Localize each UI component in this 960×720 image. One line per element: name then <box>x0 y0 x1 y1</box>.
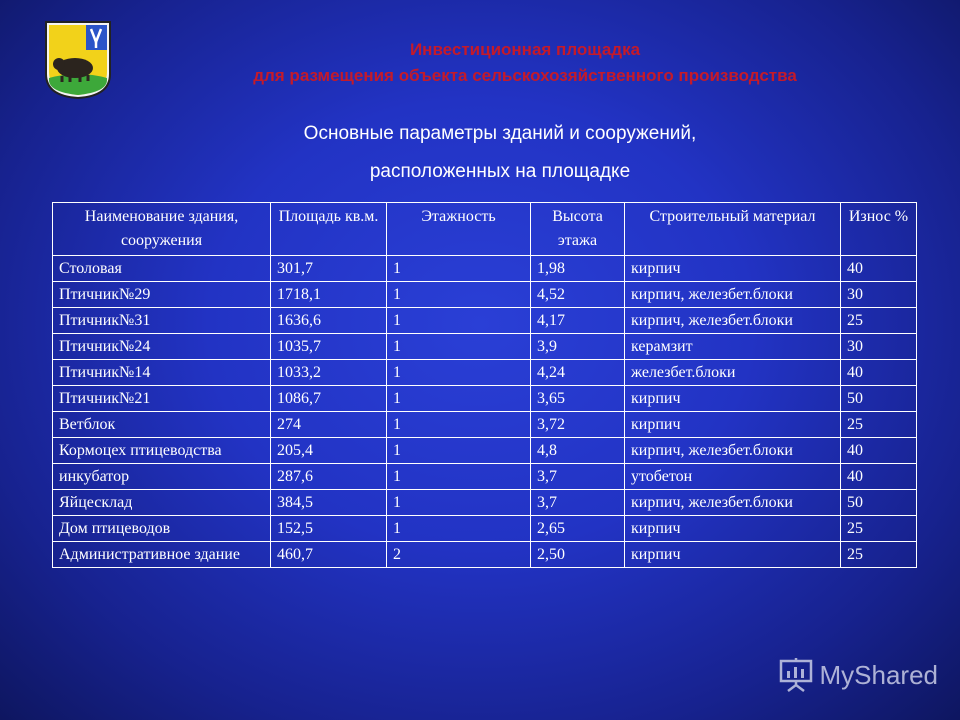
cell-material: кирпич <box>625 542 841 568</box>
cell-area: 1636,6 <box>271 308 387 334</box>
cell-wear: 50 <box>841 386 917 412</box>
cell-floors: 1 <box>387 256 531 282</box>
table-row <box>53 438 917 464</box>
cell-material: кирпич, железбет.блоки <box>625 308 841 334</box>
table-row <box>53 256 917 282</box>
cell-height: 4,8 <box>531 438 625 464</box>
cell-wear: 25 <box>841 516 917 542</box>
cell-floors: 1 <box>387 334 531 360</box>
cell-height: 4,24 <box>531 360 625 386</box>
cell-name: Птичник№24 <box>53 334 271 360</box>
table-row <box>53 516 917 542</box>
header-title-line2: для размещения объекта сельскохозяйственного производства <box>253 66 797 85</box>
table-row <box>53 464 917 490</box>
cell-material: кирпич <box>625 412 841 438</box>
cell-wear: 40 <box>841 438 917 464</box>
cell-wear: 40 <box>841 464 917 490</box>
cell-wear: 25 <box>841 308 917 334</box>
cell-name: Птичник№14 <box>53 360 271 386</box>
cell-floors: 1 <box>387 412 531 438</box>
cell-height: 2,65 <box>531 516 625 542</box>
cell-floors: 1 <box>387 386 531 412</box>
cell-material: кирпич <box>625 386 841 412</box>
cell-height: 3,72 <box>531 412 625 438</box>
cell-area: 274 <box>271 412 387 438</box>
presentation-board-icon <box>778 658 814 692</box>
cell-area: 1033,2 <box>271 360 387 386</box>
cell-floors: 1 <box>387 438 531 464</box>
cell-floors: 1 <box>387 490 531 516</box>
cell-height: 3,7 <box>531 464 625 490</box>
cell-name: Административное здание <box>53 542 271 568</box>
cell-wear: 30 <box>841 282 917 308</box>
column-header-name: Наименование здания, сооружения <box>53 203 271 256</box>
subtitle-line1: Основные параметры зданий и сооружений, <box>303 123 697 144</box>
cell-area: 301,7 <box>271 256 387 282</box>
cell-floors: 1 <box>387 282 531 308</box>
cell-height: 1,98 <box>531 256 625 282</box>
column-header-height: Высота этажа <box>531 203 625 256</box>
cell-wear: 25 <box>841 542 917 568</box>
subtitle-line2: расположенных на площадке <box>369 161 631 182</box>
cell-area: 1035,7 <box>271 334 387 360</box>
cell-wear: 25 <box>841 412 917 438</box>
cell-height: 2,50 <box>531 542 625 568</box>
cell-area: 1086,7 <box>271 386 387 412</box>
cell-material: кирпич <box>625 516 841 542</box>
coat-of-arms-icon <box>44 20 112 100</box>
cell-name: Птичник№29 <box>53 282 271 308</box>
cell-floors: 2 <box>387 542 531 568</box>
cell-area: 205,4 <box>271 438 387 464</box>
watermark <box>778 658 939 692</box>
cell-wear: 40 <box>841 256 917 282</box>
cell-floors: 1 <box>387 516 531 542</box>
column-header-floors: Этажность <box>387 203 531 256</box>
table-row <box>53 542 917 568</box>
cell-name: Дом птицеводов <box>53 516 271 542</box>
table-row <box>53 386 917 412</box>
cell-name: Птичник№31 <box>53 308 271 334</box>
cell-floors: 1 <box>387 360 531 386</box>
cell-name: Кормоцех птицеводства <box>53 438 271 464</box>
cell-material: железбет.блоки <box>625 360 841 386</box>
cell-material: кирпич <box>625 256 841 282</box>
cell-name: Птичник№21 <box>53 386 271 412</box>
cell-wear: 40 <box>841 360 917 386</box>
cell-area: 287,6 <box>271 464 387 490</box>
cell-height: 3,9 <box>531 334 625 360</box>
cell-material: керамзит <box>625 334 841 360</box>
cell-wear: 50 <box>841 490 917 516</box>
cell-name: Яйцесклад <box>53 490 271 516</box>
cell-height: 3,7 <box>531 490 625 516</box>
cell-floors: 1 <box>387 464 531 490</box>
table-row <box>53 360 917 386</box>
cell-height: 4,17 <box>531 308 625 334</box>
cell-area: 460,7 <box>271 542 387 568</box>
cell-name: Столовая <box>53 256 271 282</box>
cell-wear: 30 <box>841 334 917 360</box>
column-header-wear: Износ % <box>841 203 917 256</box>
header-title-line1: Инвестиционная площадка <box>409 40 641 59</box>
cell-area: 384,5 <box>271 490 387 516</box>
watermark-text: MyShared <box>819 659 938 690</box>
cell-area: 1718,1 <box>271 282 387 308</box>
column-header-area: Площадь кв.м. <box>271 203 387 256</box>
cell-floors: 1 <box>387 308 531 334</box>
cell-material: утобетон <box>625 464 841 490</box>
table-header-row <box>53 203 917 256</box>
cell-material: кирпич, железбет.блоки <box>625 282 841 308</box>
table-row <box>53 282 917 308</box>
cell-material: кирпич, железбет.блоки <box>625 490 841 516</box>
cell-height: 4,52 <box>531 282 625 308</box>
cell-name: Ветблок <box>53 412 271 438</box>
table-row <box>53 412 917 438</box>
column-header-material: Строительный материал <box>625 203 841 256</box>
table-row <box>53 308 917 334</box>
table-row <box>53 334 917 360</box>
cell-area: 152,5 <box>271 516 387 542</box>
cell-height: 3,65 <box>531 386 625 412</box>
cell-material: кирпич, железбет.блоки <box>625 438 841 464</box>
cell-name: инкубатор <box>53 464 271 490</box>
table-row <box>53 490 917 516</box>
parameters-table <box>52 202 917 568</box>
